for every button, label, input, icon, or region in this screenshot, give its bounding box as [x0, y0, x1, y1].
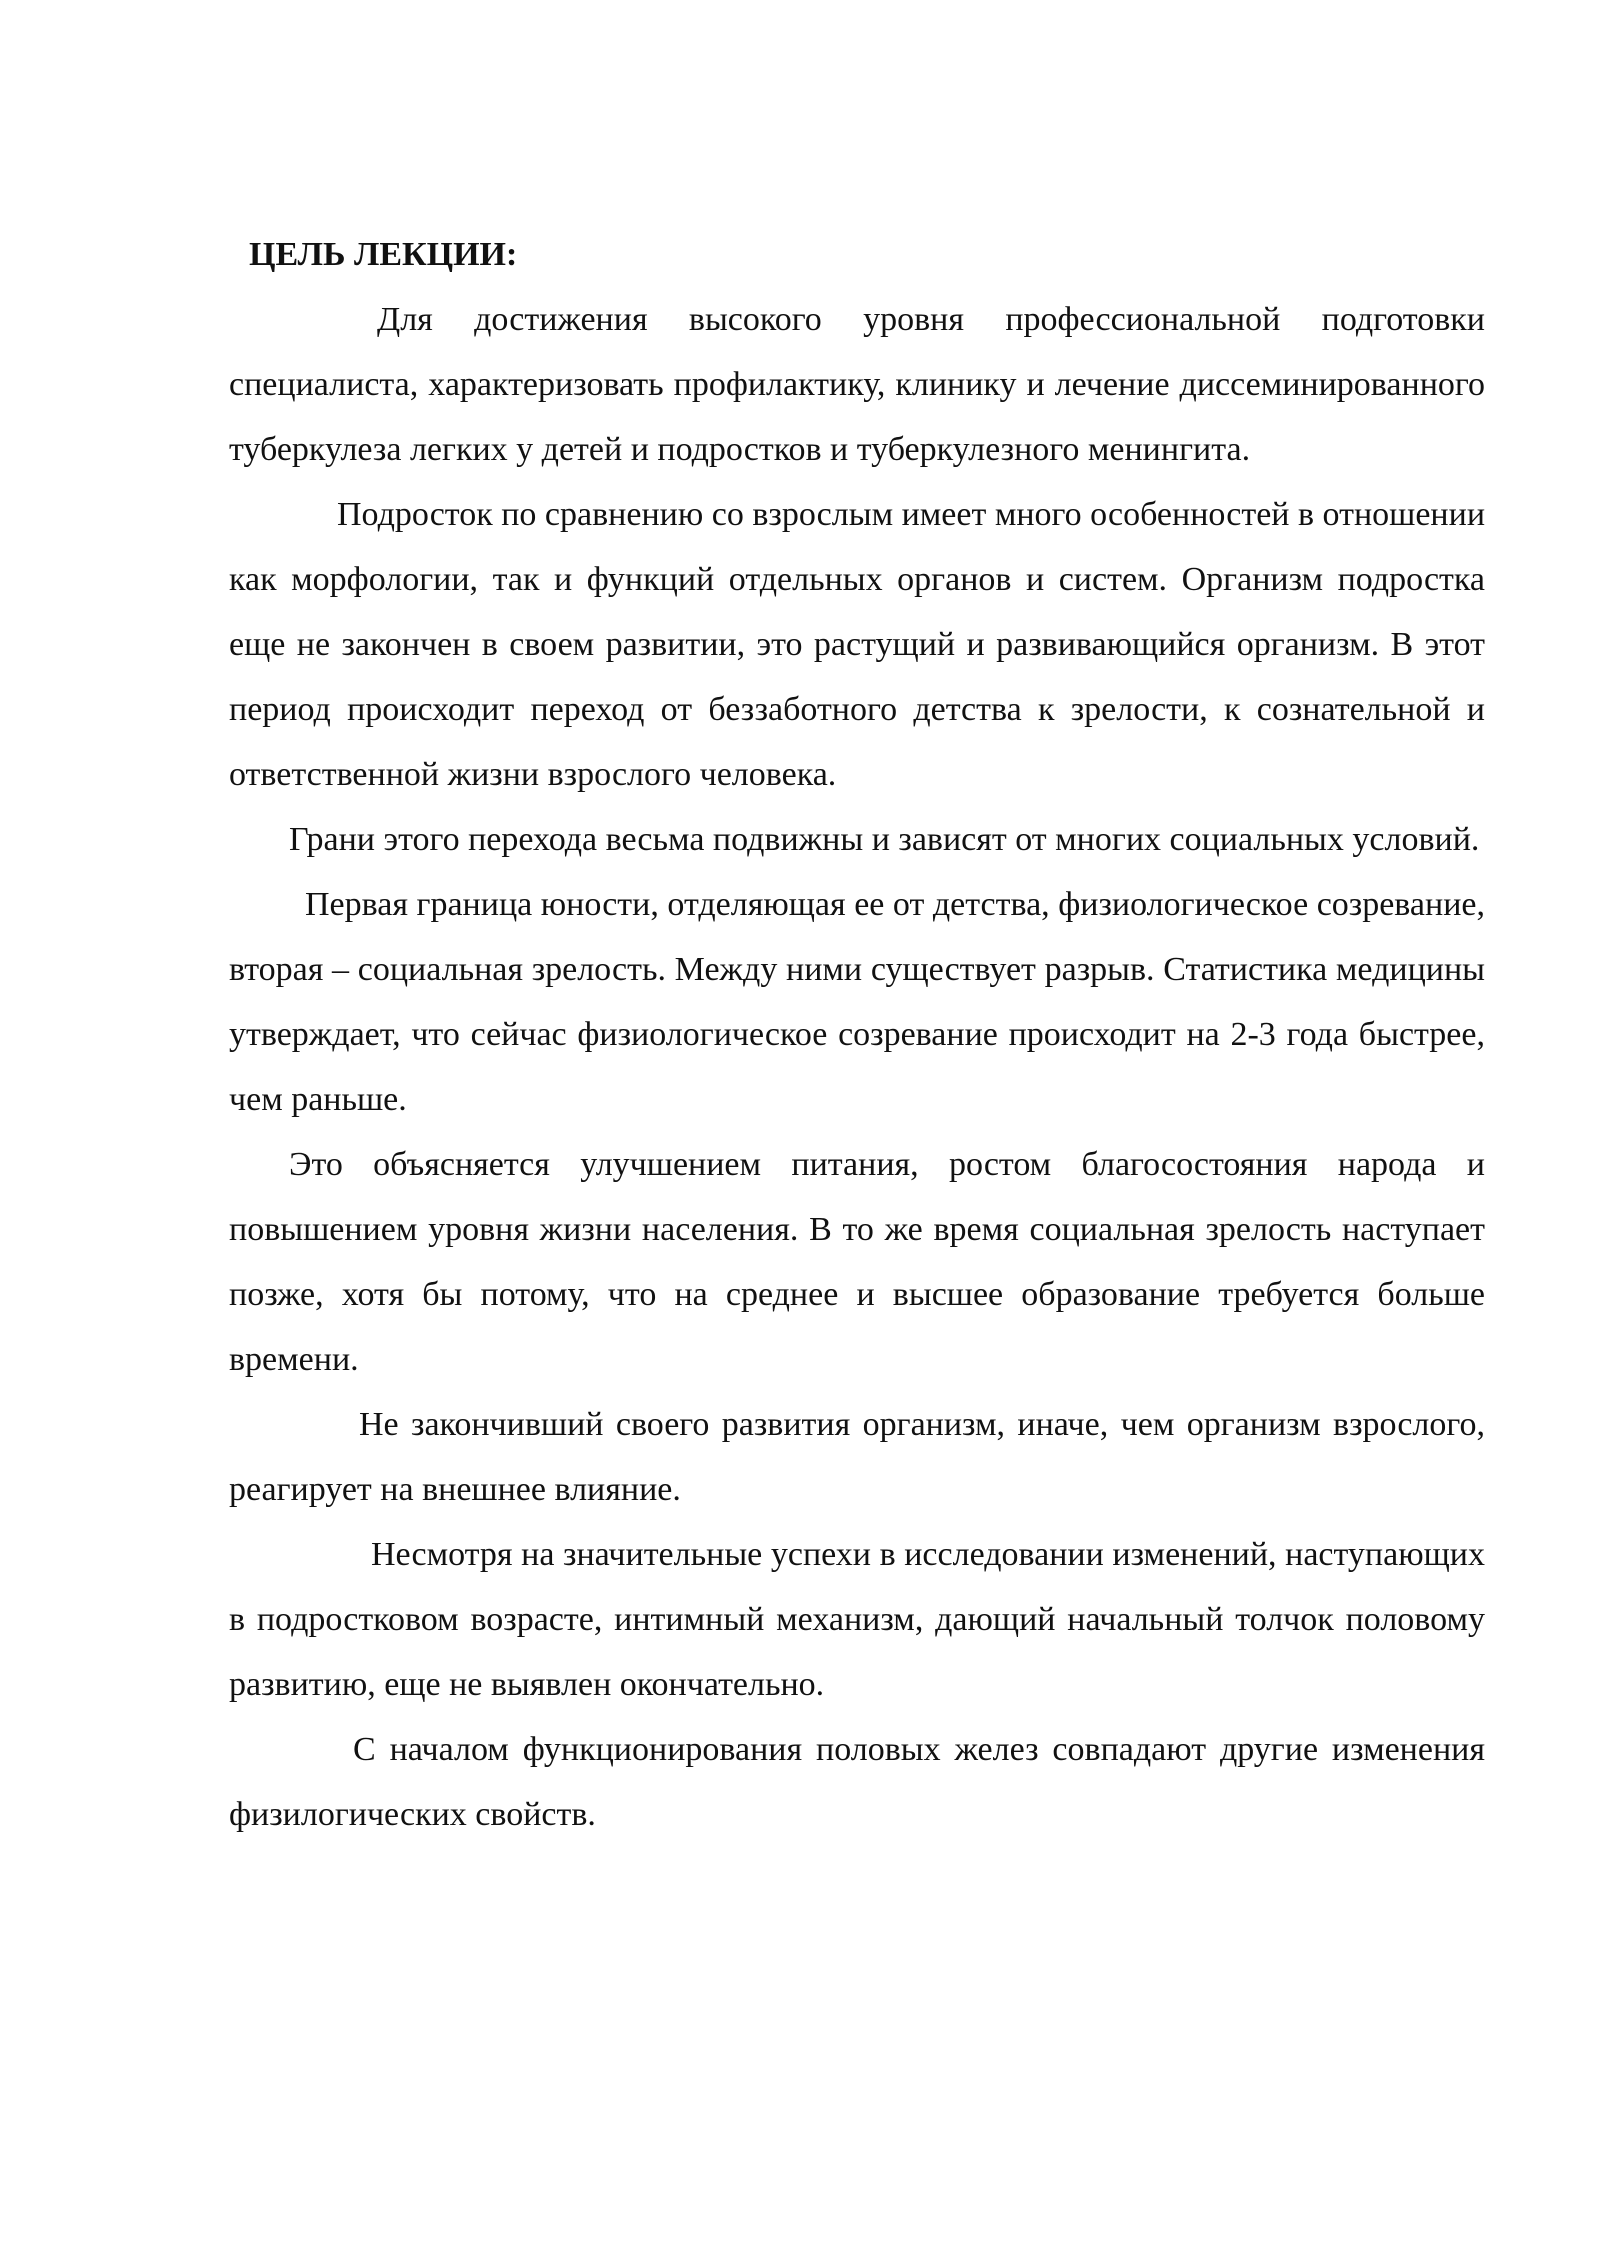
lecture-goal-heading: ЦЕЛЬ ЛЕКЦИИ:: [249, 236, 518, 273]
document-body: [229, 222, 1485, 1847]
paragraph-glands: С началом функционирования половых желез совпадают другие изменения физилогических свойств.: [229, 1731, 1485, 1833]
paragraph-transition-boundaries: Грани этого перехода весьма подвижны и зависят от многих социальных условий.: [289, 821, 1480, 858]
paragraph-adolescent-features: Подросток по сравнению со взрослым имеет много особенностей в отношении как морфологии, так и функций отдельных органов и систем. Организм подростка еще не закончен в своем развитии, это растущий и развивающийся организм. В этот период происходит переход от беззаботного детства к зрелости, к сознательной и ответственной жизни взрослого человека.: [229, 496, 1486, 793]
paragraph-mechanism: Несмотря на значительные успехи в исследовании изменений, наступающих в подростковом возрасте, интимный механизм, дающий начальный толчок половому развитию, еще не выявлен окончательно.: [229, 1536, 1485, 1703]
paragraph-first-boundary: Первая граница юности, отделяющая ее от детства, физиологическое созревание, вторая – социальная зрелость. Между ними существует разрыв. Статистика медицины утверждает, что сейчас физиологическое созревание происходит на 2-3 года быстрее, чем раньше.: [229, 886, 1485, 1118]
paragraph-explanation: Это объясняется улучшением питания, ростом благосостояния народа и повышением уровня жизни населения. В то же время социальная зрелость наступает позже, хотя бы потому, что на среднее и высшее образование требуется больше времени.: [229, 1146, 1485, 1378]
paragraph-goal: Для достижения высокого уровня профессиональной подготовки специалиста, характеризовать профилактику, клинику и лечение диссеминированного туберкулеза легких у детей и подростков и туберкулезного менингита.: [229, 301, 1485, 468]
paragraph-unfinished-organism: Не закончивший своего развития организм, иначе, чем организм взрослого, реагирует на внешнее влияние.: [229, 1406, 1485, 1508]
